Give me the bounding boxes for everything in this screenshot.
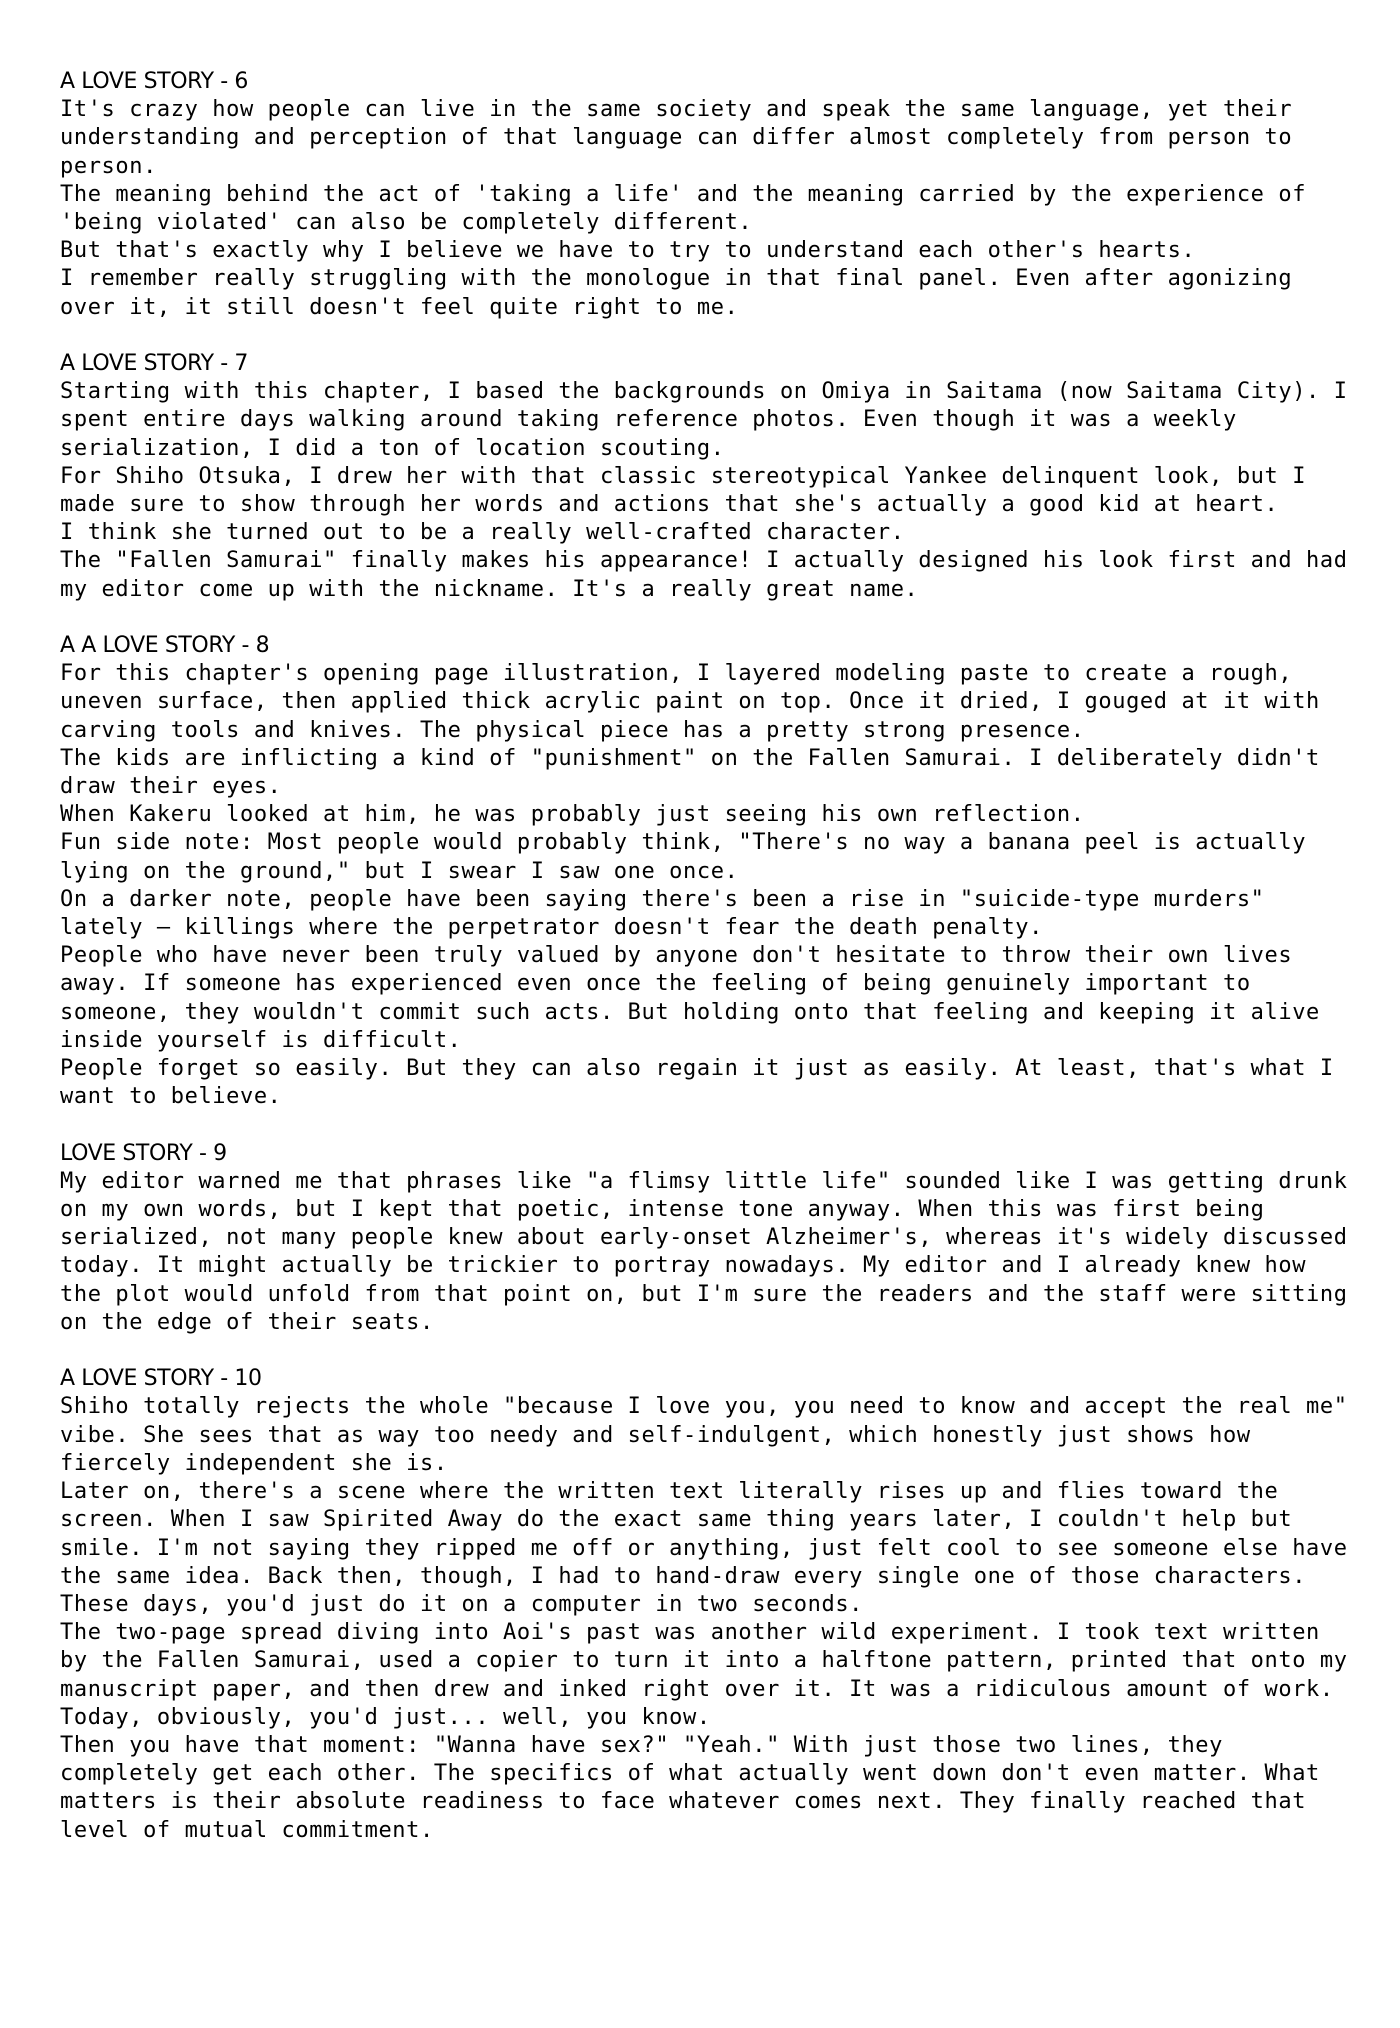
paragraph: The two-page spread diving into Aoi's past was another wild experiment. I took text written by the Fallen Samurai, used a copier to turn it into a halftone pattern, printed that onto my manuscript paper, and then drew and inked right over it. It was a ridiculous amount of work. Today, obviously, you'd just... well, you know. <box>60 1620 1348 1730</box>
section-love-story-8 <box>60 632 1350 1111</box>
paragraph: For this chapter's opening page illustration, I layered modeling paste to create a rough, uneven surface, then applied thick acrylic paint on top. Once it dried, I gouged at it with carving tools and knives. The physical piece has a pretty strong presence. <box>60 661 1320 743</box>
section-heading: A A LOVE STORY - 8 <box>60 633 270 659</box>
section-love-story-9 <box>60 1140 1350 1337</box>
paragraph: But that's exactly why I believe we have to try to understand each other's hearts. <box>60 238 1196 264</box>
section-heading: LOVE STORY - 9 <box>60 1140 227 1166</box>
paragraph: People forget so easily. But they can also regain it just as easily. At least, that's what I want to believe. <box>60 1056 1334 1110</box>
section-love-story-7 <box>60 350 1350 604</box>
paragraph: Shiho totally rejects the whole "because I love you, you need to know and accept the real me" vibe. She sees that as way too needy and self-indulgent, which honestly just shows how fiercely independent she is. <box>60 1394 1348 1476</box>
paragraph: The kids are inflicting a kind of "punishment" on the Fallen Samurai. I deliberately didn't draw their eyes. <box>60 745 1320 800</box>
paragraph: The "Fallen Samurai" finally makes his appearance! I actually designed his look first and had my editor come up with the nickname. It's a really great name. <box>60 548 1348 602</box>
paragraph: Starting with this chapter, I based the backgrounds on Omiya in Saitama (now Saitama City). I spent entire days walking around taking reference photos. Even though it was a weekly serialization, I did a ton of location scouting. <box>60 379 1348 461</box>
paragraph: I think she turned out to be a really well-crafted character. <box>60 520 905 546</box>
paragraph: It's crazy how people can live in the same society and speak the same language, yet their understanding and perception of that language can differ almost completely from person to person. <box>60 97 1293 179</box>
paragraph: When Kakeru looked at him, he was probably just seeing his own reflection. <box>60 802 1085 828</box>
afterword-page <box>60 68 1350 1873</box>
paragraph: I remember really struggling with the monologue in that final panel. Even after agonizing over it, it still doesn't feel quite right to me. <box>60 266 1293 320</box>
section-heading: A LOVE STORY - 6 <box>60 69 248 94</box>
section-heading: A LOVE STORY - 7 <box>60 351 248 377</box>
paragraph: People who have never been truly valued by anyone don't hesitate to throw their own lives away. If someone has experienced even once the feeling of being genuinely important to someone, they wouldn't commit such acts. But holding onto that feeling and keeping it alive inside yourself is difficult. <box>60 943 1320 1053</box>
paragraph: My editor warned me that phrases like "a flimsy little life" sounded like I was getting drunk on my own words, but I kept that poetic, intense tone anyway. When this was first being serialized, not many people knew about early-onset Alzheimer's, whereas it's widely discussed today. It might actually be trickier to portray nowadays. My editor and I already knew how the plot would unfold from that point on, but I'm sure the readers and the staff were sitting on the edge of their seats. <box>60 1168 1348 1335</box>
paragraph: Fun side note: Most people would probably think, "There's no way a banana peel is actually lying on the ground," but I swear I saw one once. <box>60 830 1307 884</box>
paragraph: Later on, there's a scene where the written text literally rises up and flies toward the screen. When I saw Spirited Away do the exact same thing years later, I couldn't help but smile. I'm not saying they ripped me off or anything, just felt cool to see someone else have the same idea. Back then, though, I had to hand-draw every single one of those characters. These days, you'd just do it on a computer in two seconds. <box>60 1479 1348 1617</box>
paragraph: On a darker note, people have been saying there's been a rise in "suicide-type murders" lately — killings where the perpetrator doesn't fear the death penalty. <box>60 886 1265 941</box>
section-love-story-10 <box>60 1365 1350 1844</box>
paragraph: Then you have that moment: "Wanna have sex?" "Yeah." With just those two lines, they completely get each other. The specifics of what actually went down don't even matter. What matters is their absolute readiness to face whatever comes next. They finally reached that level of mutual commitment. <box>60 1732 1320 1843</box>
paragraph: For Shiho Otsuka, I drew her with that classic stereotypical Yankee delinquent look, but I made sure to show through her words and actions that she's actually a good kid at heart. <box>60 463 1307 518</box>
section-heading: A LOVE STORY - 10 <box>60 1366 262 1392</box>
section-love-story-6 <box>60 68 1350 322</box>
paragraph: The meaning behind the act of 'taking a life' and the meaning carried by the experience of 'being violated' can also be completely different. <box>60 181 1307 236</box>
